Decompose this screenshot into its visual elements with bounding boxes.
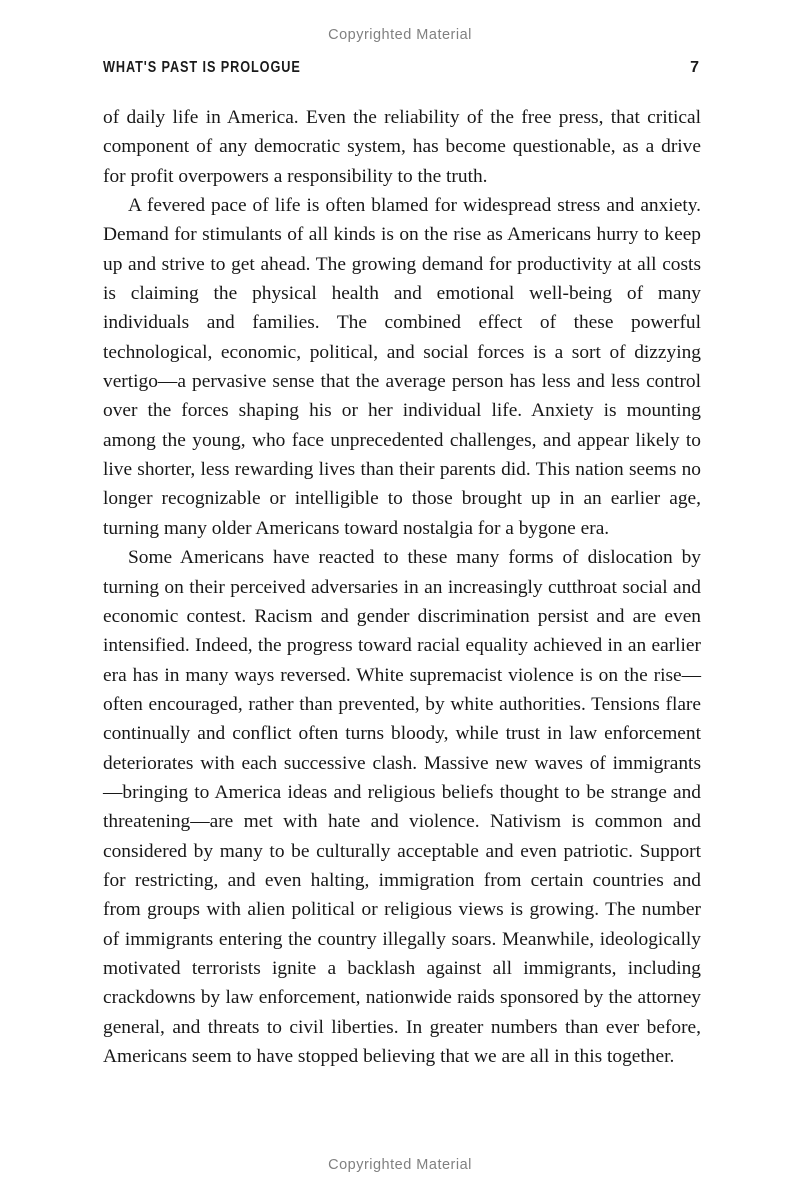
running-head (103, 59, 700, 77)
copyright-watermark-top: Copyrighted Material (328, 27, 472, 43)
body-paragraph: A fevered pace of life is often blamed for widespread stress and anxiety. Demand for stimulants of all kinds is on the rise as Americans hurry to keep up and strive to get ahead. The growing demand for productivity at all costs is claiming the physical health and emotional well-being of many individuals and families. The combined effect of these powerful technological, economic, political, and social forces is a sort of dizzying vertigo—a pervasive sense that the average person has less and less control over the forces shaping his or her individual life. Anxiety is mounting among the young, who face unprecedented challenges, and appear likely to live shorter, less rewarding lives than their parents did. This nation seems no longer recognizable or intelligible to those brought up in an earlier age, turning many older Americans toward nostalgia for a bygone era. (103, 195, 701, 539)
copyright-watermark-bottom: Copyrighted Material (328, 1157, 472, 1173)
body-paragraph: Some Americans have reacted to these many forms of dislocation by turning on their perceived adversaries in an increasingly cutthroat social and economic contest. Racism and gender discrimination persist and are even intensified. Indeed, the progress toward racial equality achieved in an earlier era has in many ways reversed. White supremacist violence is on the rise—often encouraged, rather than prevented, by white authorities. Tensions flare continually and conflict often turns bloody, while trust in law enforcement deteriorates with each successive clash. Massive new waves of immigrants—bringing to America ideas and religious beliefs thought to be strange and threatening—are met with hate and violence. Nativism is common and considered by many to be culturally acceptable and even patriotic. Support for restricting, and even halting, immigration from certain countries and from groups with alien political or religious views is growing. The number of immigrants entering the country illegally soars. Meanwhile, ideologically motivated terrorists ignite a backlash against all immigrants, including crackdowns by law enforcement, nationwide raids sponsored by the attorney general, and threats to civil liberties. In greater numbers than ever before, Americans seem to have stopped believing that we are all in this together. (103, 547, 701, 1067)
body-paragraph: of daily life in America. Even the reliability of the free press, that critical component of any democratic system, has become questionable, as a drive for profit overpowers a responsibility to the truth. (103, 107, 701, 187)
body-text (103, 103, 701, 1071)
running-head-title: WHAT'S PAST IS PROLOGUE (103, 59, 301, 76)
page-number: 7 (690, 59, 700, 76)
